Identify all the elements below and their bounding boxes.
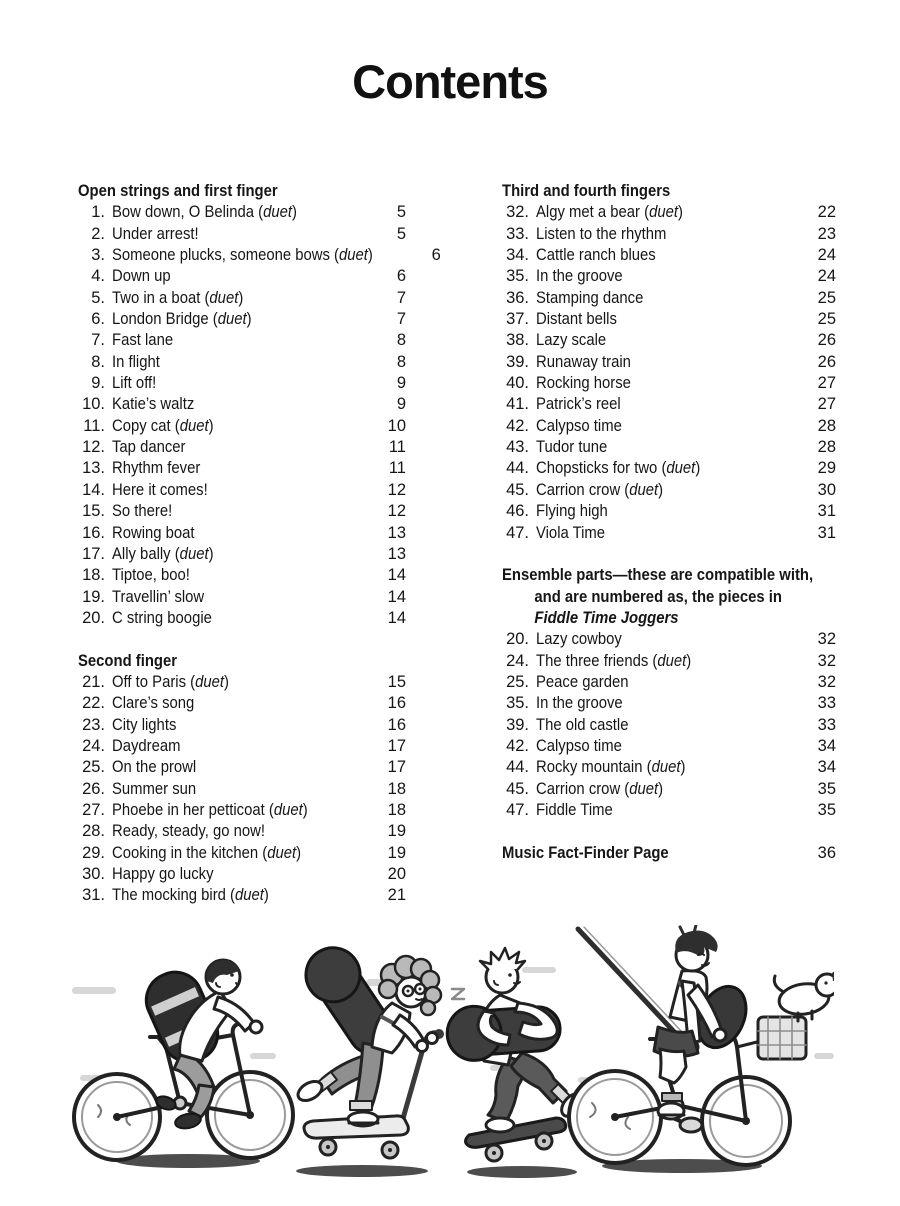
section-heading-open-strings: Open strings and first finger [78, 182, 278, 200]
ensemble-heading-book-title: Fiddle Time Joggers [534, 608, 679, 627]
piece-number: 6. [91, 310, 105, 329]
piece-number: 3. [91, 246, 105, 265]
page-number: 25 [817, 310, 836, 329]
toc-row [502, 202, 836, 223]
piece-number: 42. [506, 416, 529, 435]
dog [774, 970, 834, 1021]
piece-title: Ally bally (duet) [112, 544, 214, 563]
toc-row [78, 437, 406, 458]
piece-number: 7. [91, 331, 105, 350]
toc-row [78, 480, 406, 501]
boy-on-skateboard [445, 948, 586, 1161]
toc-list-third-fourth [502, 202, 836, 544]
fact-finder-entry [502, 843, 836, 864]
piece-number: 8. [91, 352, 105, 371]
toc-row [78, 736, 406, 757]
duet-tag: (duet) [657, 459, 701, 478]
page-number: 17 [387, 736, 406, 755]
piece-number: 16. [82, 523, 105, 542]
piece-number: 20. [506, 630, 529, 649]
piece-title: Algy met a bear (duet) [536, 203, 683, 222]
piece-title: Travellin’ slow [112, 587, 205, 606]
page-number: 5 [396, 224, 406, 243]
piece-title: Rocking horse [536, 374, 631, 393]
duet-tag: (duet) [225, 886, 269, 905]
piece-title: Carrion crow (duet) [536, 480, 664, 499]
piece-title: Summer sun [112, 779, 197, 798]
toc-row [78, 458, 406, 479]
piece-number: 33. [506, 224, 529, 243]
duet-tag: (duet) [620, 480, 664, 499]
page-number: 31 [817, 502, 836, 521]
piece-number: 2. [91, 224, 105, 243]
piece-number: 46. [506, 502, 529, 521]
piece-title: Tudor tune [536, 438, 608, 457]
page-number: 34 [817, 758, 836, 777]
piece-title: Rhythm fever [112, 459, 201, 478]
toc-list-ensemble [502, 629, 836, 821]
toc-row [78, 864, 406, 885]
toc-row [502, 480, 836, 501]
toc-columns [78, 181, 836, 907]
piece-title: Clare’s song [112, 694, 195, 713]
piece-number: 42. [506, 736, 529, 755]
girl-on-bicycle-with-dog [569, 925, 834, 1165]
fact-finder-page-number: 36 [817, 843, 836, 862]
toc-row [502, 266, 836, 287]
page-number: 33 [817, 715, 836, 734]
ensemble-heading-line2: and are numbered as, the pieces in [534, 587, 782, 606]
illustration-children-riding-with-instrument-cases [70, 925, 834, 1183]
toc-row [78, 843, 406, 864]
toc-row [78, 779, 406, 800]
piece-number: 37. [506, 310, 529, 329]
page-number: 13 [387, 544, 406, 563]
page-number: 35 [817, 779, 836, 798]
page-number: 15 [387, 672, 406, 691]
toc-row [78, 672, 406, 693]
piece-title: The old castle [536, 715, 629, 734]
piece-number: 43. [506, 438, 529, 457]
page-number: 21 [387, 886, 406, 905]
piece-number: 45. [506, 779, 529, 798]
piece-number: 24. [82, 736, 105, 755]
toc-row [502, 245, 836, 266]
piece-title: Calypso time [536, 736, 622, 755]
piece-title: Lazy scale [536, 331, 607, 350]
toc-row [78, 885, 406, 906]
page-number: 14 [387, 587, 406, 606]
page-number: 31 [817, 523, 836, 542]
page-number: 27 [817, 374, 836, 393]
piece-number: 47. [506, 800, 529, 819]
piece-title: City lights [112, 715, 177, 734]
toc-row [502, 736, 836, 757]
toc-section-third-fourth [502, 181, 836, 544]
piece-number: 18. [82, 566, 105, 585]
page-title: Contents [352, 55, 548, 108]
page-number: 32 [817, 630, 836, 649]
piece-number: 30. [82, 865, 105, 883]
piece-title: Carrion crow (duet) [536, 779, 664, 798]
toc-row [502, 416, 836, 437]
piece-number: 9. [91, 374, 105, 393]
piece-title: Cooking in the kitchen (duet) [112, 843, 302, 862]
piece-title: Patrick’s reel [536, 395, 621, 414]
page-number: 9 [396, 395, 406, 414]
page-number: 32 [817, 672, 836, 691]
piece-title: Katie’s waltz [112, 395, 195, 414]
page-number: 13 [387, 523, 406, 542]
page-number: 26 [817, 331, 836, 350]
toc-row [78, 309, 406, 330]
piece-title: Rocky mountain (duet) [536, 758, 686, 777]
toc-row [78, 757, 406, 778]
piece-number: 11. [83, 416, 105, 435]
page-number: 14 [387, 608, 406, 627]
piece-title: Down up [112, 267, 171, 286]
page-number: 8 [396, 352, 406, 371]
piece-number: 28. [82, 822, 105, 841]
piece-number: 20. [82, 608, 105, 627]
toc-row [78, 416, 406, 437]
toc-section-open-strings [78, 181, 441, 629]
piece-number: 36. [506, 288, 529, 307]
toc-row [78, 523, 406, 544]
piece-number: 44. [506, 459, 529, 478]
piece-title: Fiddle Time [536, 800, 613, 819]
page-number: 29 [817, 459, 836, 478]
piece-title: Tap dancer [112, 438, 186, 457]
piece-number: 25. [82, 758, 105, 777]
toc-row [502, 800, 836, 821]
toc-row [502, 309, 836, 330]
piece-number: 47. [506, 523, 529, 542]
girl-on-scooter [295, 937, 444, 1158]
piece-number: 29. [82, 843, 105, 862]
ensemble-heading-rest: —these are compatible with, [612, 566, 814, 585]
piece-number: 5. [91, 288, 105, 307]
page-number: 7 [396, 310, 406, 329]
toc-row [78, 330, 406, 351]
section-heading-second-finger: Second finger [78, 651, 178, 670]
page-number: 24 [817, 246, 836, 265]
section-heading-ensemble [502, 565, 814, 629]
piece-number: 39. [506, 352, 529, 371]
page-number: 16 [387, 715, 406, 734]
piece-number: 24. [506, 651, 529, 670]
piece-title: Daydream [112, 736, 181, 755]
piece-title: Under arrest! [112, 224, 199, 243]
toc-column-left [78, 181, 441, 907]
toc-row [78, 224, 406, 245]
piece-title: Listen to the rhythm [536, 224, 667, 243]
piece-number: 32. [506, 203, 529, 222]
page-number: 9 [396, 374, 406, 393]
page-number: 22 [817, 203, 836, 222]
piece-number: 12. [82, 438, 105, 457]
toc-row [502, 352, 836, 373]
duet-tag: (duet) [253, 203, 297, 222]
piece-title: C string boogie [112, 608, 212, 627]
duet-tag: (duet) [208, 310, 252, 329]
piece-number: 23. [82, 715, 105, 734]
toc-row [78, 288, 406, 309]
page-number: 5 [396, 203, 406, 222]
toc-row [78, 821, 406, 842]
page-number: 7 [396, 288, 406, 307]
page-number: 32 [817, 651, 836, 670]
toc-list-open-strings [78, 202, 441, 629]
piece-title: Two in a boat (duet) [112, 288, 244, 307]
toc-row [78, 352, 406, 373]
piece-number: 39. [506, 715, 529, 734]
motion-z-squiggle [452, 989, 464, 999]
page-number: 35 [817, 800, 836, 819]
piece-title: Copy cat (duet) [112, 416, 214, 435]
piece-title: In flight [112, 352, 160, 371]
toc-row [78, 715, 406, 736]
piece-title: Stamping dance [536, 288, 644, 307]
page-number: 19 [387, 843, 406, 862]
toc-row [78, 693, 406, 714]
page-number: 33 [817, 694, 836, 713]
piece-number: 34. [506, 246, 529, 265]
page-number: 12 [387, 480, 406, 499]
duet-tag: (duet) [640, 203, 683, 222]
page-number: 20 [387, 865, 406, 883]
duet-tag: (duet) [329, 246, 373, 265]
piece-title: Happy go lucky [112, 865, 214, 883]
piece-title: Ready, steady, go now! [112, 822, 265, 841]
toc-section-ensemble [502, 565, 836, 821]
toc-row [502, 693, 836, 714]
piece-number: 10. [82, 395, 105, 414]
ground-shadows [116, 1154, 762, 1178]
piece-title: Lazy cowboy [536, 630, 622, 649]
ensemble-heading-bold: Ensemble parts [502, 566, 613, 585]
toc-row [502, 394, 836, 415]
piece-number: 38. [506, 331, 529, 350]
piece-number: 44. [506, 758, 529, 777]
piece-title: Someone plucks, someone bows (duet) [112, 246, 373, 265]
page-number: 18 [387, 779, 406, 798]
piece-number: 13. [82, 459, 105, 478]
toc-row [78, 373, 406, 394]
toc-row [502, 779, 836, 800]
page-number: 23 [817, 224, 836, 243]
piece-number: 25. [506, 672, 529, 691]
piece-title: Peace garden [536, 672, 629, 691]
piece-title: London Bridge (duet) [112, 310, 252, 329]
piece-number: 26. [82, 779, 105, 798]
page-number: 12 [387, 502, 406, 521]
piece-title: So there! [112, 502, 173, 521]
toc-row [502, 629, 836, 650]
toc-row [78, 266, 406, 287]
page-number: 14 [387, 566, 406, 585]
piece-title: Viola Time [536, 523, 606, 542]
piece-number: 35. [506, 267, 529, 286]
page-number: 11 [388, 438, 406, 457]
piece-title: The mocking bird (duet) [112, 886, 269, 905]
toc-row [502, 715, 836, 736]
page-number: 18 [387, 800, 406, 819]
toc-row [502, 651, 836, 672]
piece-title: Calypso time [536, 416, 622, 435]
toc-row [502, 458, 836, 479]
page-number: 17 [387, 758, 406, 777]
piece-title: Cattle ranch blues [536, 246, 656, 265]
toc-row [78, 202, 406, 223]
page-number: 28 [817, 416, 836, 435]
duet-tag: (duet) [620, 779, 664, 798]
piece-title: Tiptoe, boo! [112, 566, 190, 585]
duet-tag: (duet) [264, 800, 308, 819]
piece-title: The three friends (duet) [536, 651, 692, 670]
piece-number: 21. [82, 672, 105, 691]
piece-number: 35. [506, 694, 529, 713]
page-number: 6 [431, 246, 441, 265]
toc-row [78, 565, 406, 586]
toc-row [502, 437, 836, 458]
piece-number: 14. [82, 480, 105, 499]
piece-number: 4. [91, 267, 105, 286]
page-number: 19 [387, 822, 406, 841]
piece-title: Rowing boat [112, 523, 195, 542]
piece-number: 19. [82, 587, 105, 606]
toc-row [502, 523, 836, 544]
piece-title: Flying high [536, 502, 608, 521]
toc-row [502, 288, 836, 309]
page-number: 30 [817, 480, 836, 499]
duet-tag: (duet) [200, 288, 244, 307]
piece-title: In the groove [536, 267, 623, 286]
toc-row [502, 501, 836, 522]
toc-row [78, 501, 406, 522]
piece-number: 41. [506, 395, 529, 414]
piece-title: In the groove [536, 694, 623, 713]
toc-row [78, 245, 441, 266]
page-number: 26 [817, 352, 836, 371]
piece-title: Chopsticks for two (duet) [536, 459, 701, 478]
piece-number: 17. [82, 544, 105, 563]
page-number: 28 [817, 438, 836, 457]
piece-number: 27. [82, 800, 105, 819]
toc-row [78, 544, 406, 565]
page-number: 25 [817, 288, 836, 307]
page-number: 10 [387, 416, 406, 435]
toc-row [502, 224, 836, 245]
piece-number: 15. [82, 502, 105, 521]
piece-title: On the prowl [112, 758, 197, 777]
duet-tag: (duet) [170, 416, 214, 435]
piece-title: Distant bells [536, 310, 617, 329]
page-number: 24 [817, 267, 836, 286]
piece-number: 22. [82, 694, 105, 713]
toc-row [502, 373, 836, 394]
piece-title: Off to Paris (duet) [112, 672, 229, 691]
duet-tag: (duet) [258, 843, 302, 862]
page-number: 27 [817, 395, 836, 414]
toc-column-right [502, 181, 836, 907]
duet-tag: (duet) [648, 651, 692, 670]
piece-title: Lift off! [112, 374, 157, 393]
toc-row [502, 672, 836, 693]
page-number: 8 [396, 331, 406, 350]
piece-title: Here it comes! [112, 480, 208, 499]
page-number: 11 [388, 459, 406, 478]
toc-section-second-finger [78, 651, 406, 907]
toc-row [78, 800, 406, 821]
toc-row [78, 608, 406, 629]
toc-row [502, 757, 836, 778]
piece-title: Runaway train [536, 352, 631, 371]
toc-row [78, 394, 406, 415]
fact-finder-label: Music Fact-Finder Page [502, 843, 669, 862]
piece-number: 40. [506, 374, 529, 393]
piece-title: Bow down, O Belinda (duet) [112, 203, 297, 222]
piece-number: 45. [506, 480, 529, 499]
piece-title: Phoebe in her petticoat (duet) [112, 800, 308, 819]
section-heading-third-fourth: Third and fourth fingers [502, 182, 671, 200]
page-number: 34 [817, 736, 836, 755]
piece-number: 1. [91, 203, 105, 222]
toc-row [502, 330, 836, 351]
duet-tag: (duet) [170, 544, 214, 563]
piece-title: Fast lane [112, 331, 174, 350]
toc-list-second-finger [78, 672, 406, 907]
toc-row [78, 587, 406, 608]
duet-tag: (duet) [186, 672, 229, 691]
page-number: 6 [396, 267, 406, 286]
page-number: 16 [387, 694, 406, 713]
piece-number: 31. [82, 886, 105, 905]
duet-tag: (duet) [642, 758, 686, 777]
